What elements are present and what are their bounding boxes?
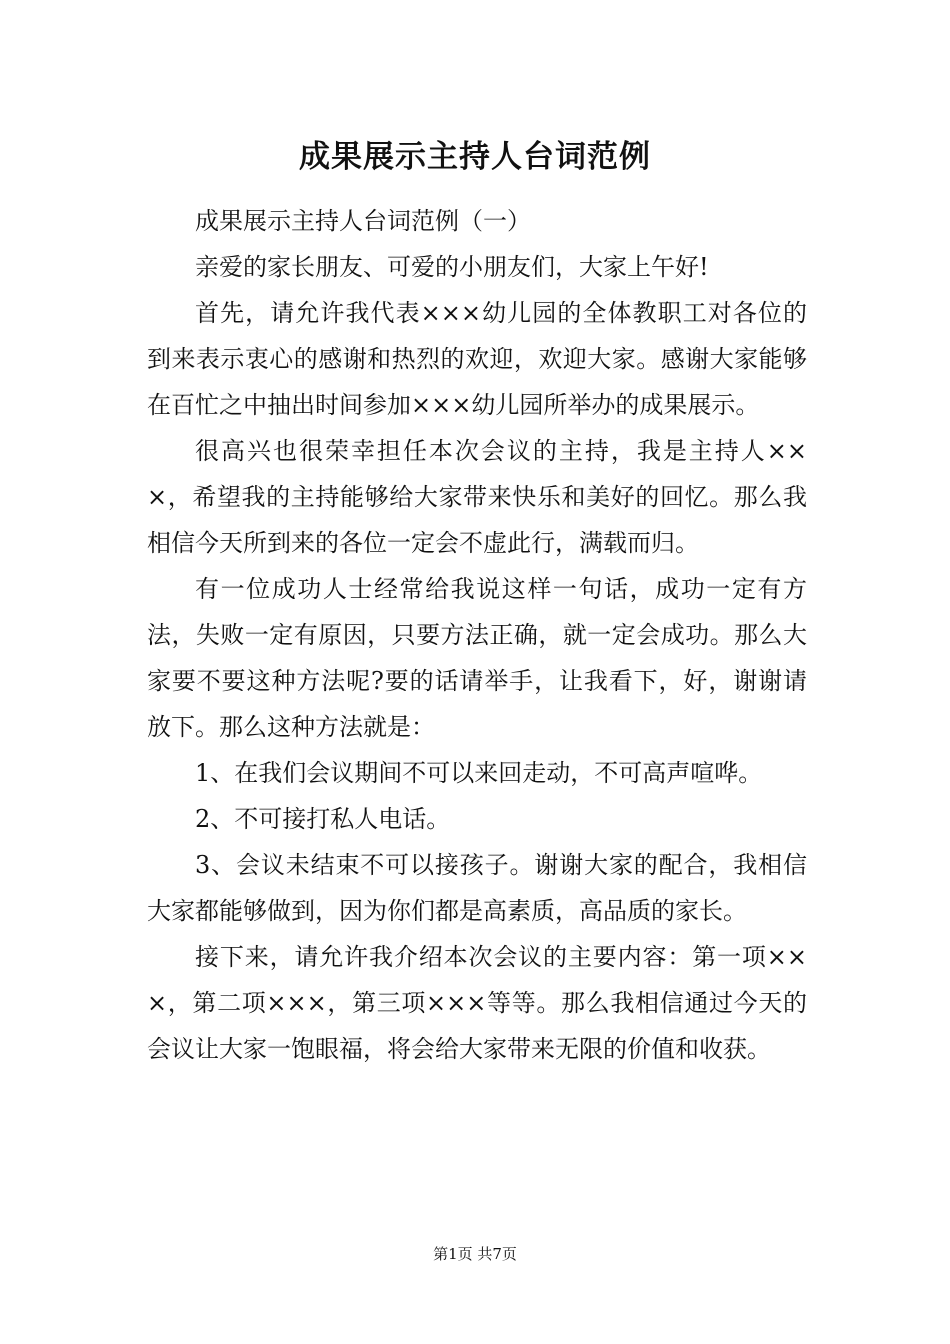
document-body [147,198,807,1072]
paragraph-rule-3: 3、会议未结束不可以接孩子。谢谢大家的配合，我相信大家都能够做到，因为你们都是高素质，高品质的家长。 [147,851,807,925]
document-title: 成果展示主持人台词范例 [299,139,651,175]
paragraph-welcome: 首先，请允许我代表×××幼儿园的全体教职工对各位的到来表示衷心的感谢和热烈的欢迎，欢迎大家。感谢大家能够在百忙之中抽出时间参加×××幼儿园所举办的成果展示。 [147,299,807,419]
paragraph-rule-2: 2、不可接打私人电话。 [195,805,451,833]
paragraph-greeting: 亲爱的家长朋友、可爱的小朋友们，大家上午好! [195,253,709,281]
paragraph-method: 有一位成功人士经常给我说这样一句话，成功一定有方法，失败一定有原因，只要方法正确，就一定会成功。那么大家要不要这种方法呢?要的话请举手，让我看下，好，谢谢请放下。那么这种方法就是： [147,575,807,741]
paragraph-host-intro: 很高兴也很荣幸担任本次会议的主持，我是主持人×××，希望我的主持能够给大家带来快乐和美好的回忆。那么我相信今天所到来的各位一定会不虚此行，满载而归。 [147,437,807,557]
page-number-footer: 第1页 共7页 [433,1245,517,1263]
paragraph-agenda: 接下来，请允许我介绍本次会议的主要内容：第一项×××，第二项×××，第三项×××等等。那么我相信通过今天的会议让大家一饱眼福，将会给大家带来无限的价值和收获。 [147,943,807,1063]
paragraph-subtitle: 成果展示主持人台词范例（一） [195,207,531,235]
paragraph-rule-1: 1、在我们会议期间不可以来回走动，不可高声喧哗。 [195,759,763,787]
